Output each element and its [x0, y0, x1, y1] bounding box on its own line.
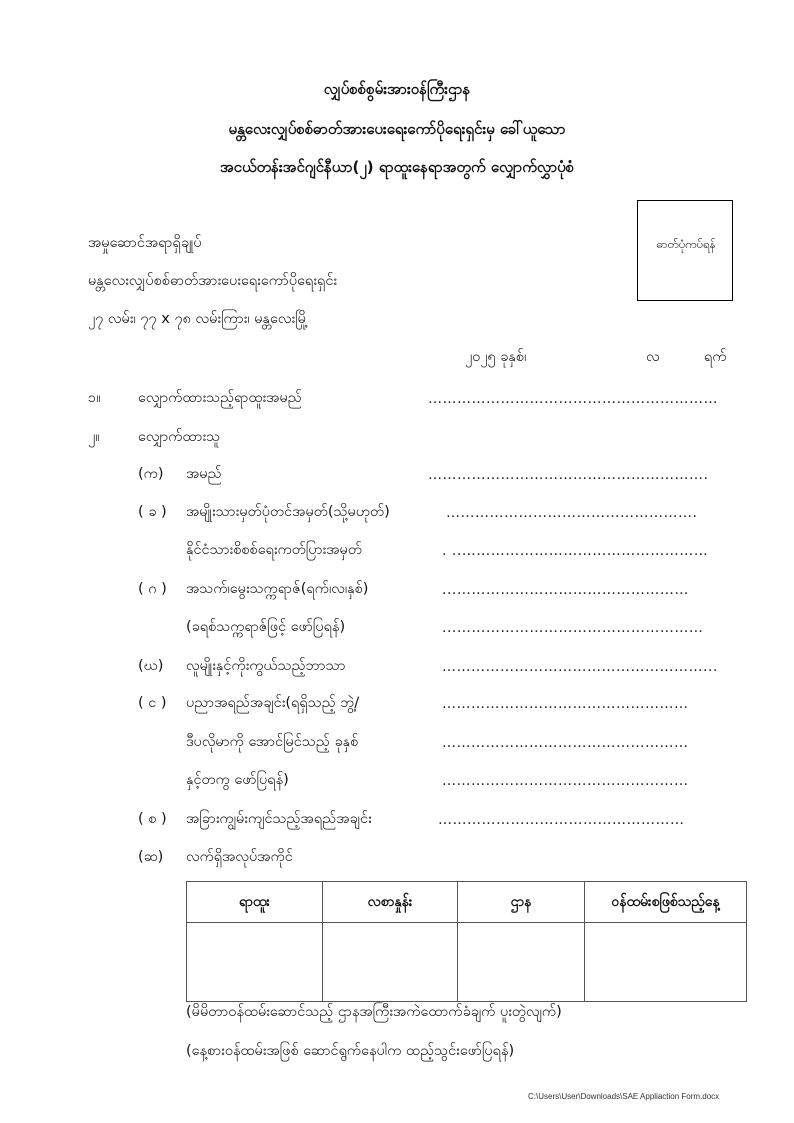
item-nga-label-3: နှင့်တကွ ဖော်ပြရန်): [186, 772, 289, 788]
item-kha-fill-line-2[interactable]: . ..……………………………………………: [442, 543, 709, 559]
table-cell-department[interactable]: [458, 923, 585, 1002]
item-kha-label: အမျိုးသားမှတ်ပုံတင်အမှတ်(သို့မဟုတ်): [186, 504, 390, 520]
table-cell-position[interactable]: [187, 923, 323, 1002]
item-hsa-number: (ဆ): [138, 849, 164, 865]
date-day: ရက်: [704, 349, 727, 365]
item-gha-number: (ဃ): [138, 658, 164, 674]
table-cell-start-date[interactable]: [585, 923, 747, 1002]
item-nga-fill-line-2[interactable]: ……………………………………………: [442, 735, 689, 751]
table-header-start-date: ဝန်ထမ်းစဖြစ်သည့်နေ့: [585, 882, 747, 923]
footer-file-path: C:\Users\User\Downloads\SAE Appliaction Form.docx: [528, 1092, 720, 1101]
header-line-3: အငယ်တန်းအင်ဂျင်နီယာ(၂) ရာထူးနေရာအတွက် လျှောက်လွှာပုံစံ: [219, 158, 575, 176]
date-year: ၂၀၂၅ ခုနှစ်၊: [465, 349, 527, 365]
addressee-address: ၂၇ လမ်း၊ ၇၇ x ၇၈ လမ်းကြား၊ မန္တလေးမြို့: [88, 311, 309, 327]
photo-box: [637, 200, 733, 301]
item-ga-number: ( ဂ ): [138, 581, 167, 597]
item-nga-fill-line[interactable]: ……………………………………………: [442, 696, 689, 712]
header-line-1: လျှပ်စစ်စွမ်းအားဝန်ကြီးဌာန: [323, 80, 471, 98]
item-ka-number: (က): [138, 466, 164, 482]
addressee-organization: မန္တလေးလျှပ်စစ်ဓာတ်အားပေးရေးကော်ပိုရေးရှင်း: [88, 273, 338, 289]
header-line-2: မန္တလေးလျှပ်စစ်ဓာတ်အားပေးရေးကော်ပိုရေးရှင်းမှ ခေါ်ယူသော: [228, 120, 566, 138]
note-supervisor-recommendation: (မိမိတာဝန်ထမ်းဆောင်သည့် ဌာနအကြီးအကဲထောက်ခံချက် ပူးတွဲလျက်): [186, 1004, 562, 1020]
table-row: [187, 923, 747, 1002]
table-header-position: ရာထူး: [187, 882, 323, 923]
item-2-label: လျှောက်ထားသူ: [138, 429, 221, 445]
item-gha-label: လူမျိုးနှင့်ကိုးကွယ်သည့်ဘာသာ: [186, 658, 346, 674]
item-hsa-label: လက်ရှိအလုပ်အကိုင်: [186, 849, 293, 865]
item-sa-label: အခြားကျွမ်းကျင်သည့်အရည်အချင်း: [186, 811, 372, 827]
table-header-department: ဌာန: [458, 882, 585, 923]
table-cell-salary[interactable]: [323, 923, 458, 1002]
item-sa-number: ( စ ): [138, 811, 167, 827]
item-1-label: လျှောက်ထားသည့်ရာထူးအမည်: [138, 390, 302, 406]
item-sa-fill-line[interactable]: ……………………………………………: [438, 812, 685, 828]
item-2-number: ၂။: [88, 429, 100, 445]
photo-box-label: ဓာတ်ပုံကပ်ရန်: [656, 237, 716, 251]
table-header-salary: လစာနှုန်း: [323, 882, 458, 923]
item-ka-label: အမည်: [186, 466, 222, 482]
item-1-fill-line[interactable]: ……………………………………………………: [428, 391, 718, 407]
item-kha-label-2: နိုင်ငံသားစိစစ်ရေးကတ်ပြားအမှတ်: [186, 542, 362, 558]
item-ga-label: အသက်၊မွေးသက္ကရာဇ်(ရက်၊လ၊နှစ်): [186, 581, 369, 597]
item-nga-label: ပညာအရည်အချင်း(ရရှိသည့် ဘွဲ့/: [186, 695, 360, 711]
item-kha-fill-line[interactable]: …………………………………………….: [446, 505, 698, 521]
table-header-row: [187, 882, 747, 923]
employment-table: [186, 881, 747, 1002]
item-gha-fill-line[interactable]: ………………………………………………...: [442, 659, 718, 675]
item-kha-number: ( ခ ): [138, 504, 167, 520]
date-month: လ: [646, 349, 660, 365]
item-ga-fill-line[interactable]: ...…………………………………………: [442, 582, 689, 598]
item-ga-fill-line-2[interactable]: ...……………………………………………: [442, 620, 704, 636]
item-nga-fill-line-3[interactable]: ……………………………………………: [442, 773, 689, 789]
item-ka-fill-line[interactable]: ………………………………………………….: [428, 467, 709, 483]
item-ga-label-2: (ခရစ်သက္ကရာဇ်ဖြင့် ဖော်ပြရန်): [186, 619, 346, 635]
item-nga-number: ( င ): [138, 695, 167, 711]
addressee-title: အမှုဆောင်အရာရှိချုပ်: [88, 235, 202, 251]
item-nga-label-2: ဒီပလိုမာကို အောင်မြင်သည့် ခုနှစ်: [186, 734, 359, 750]
item-1-number: ၁။: [88, 390, 101, 406]
note-daily-wage: (နေ့စားဝန်ထမ်းအဖြစ် ဆောင်ရွက်နေပါက ထည့်သွင်းဖော်ပြရန်): [186, 1043, 515, 1059]
